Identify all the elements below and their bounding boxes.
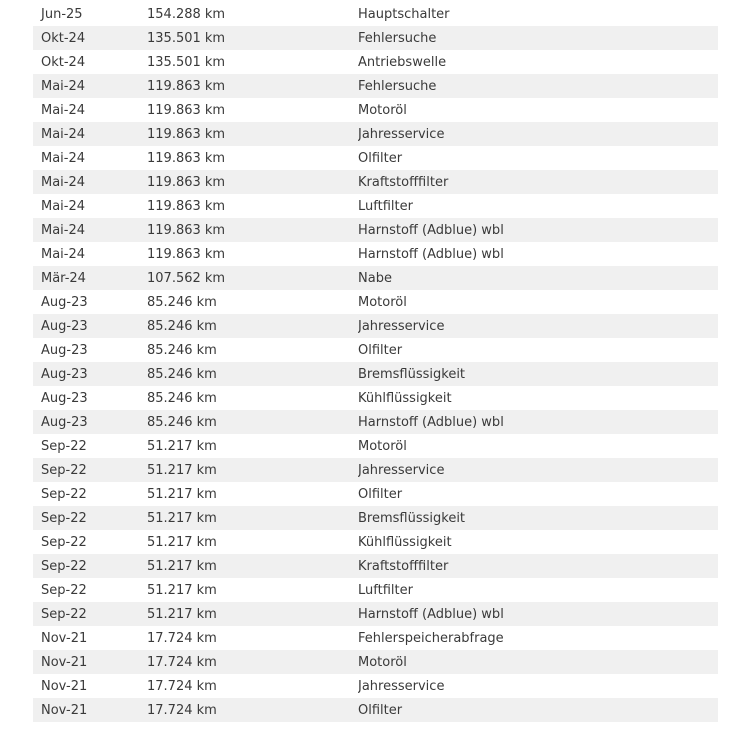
mileage-cell: 119.863 km bbox=[147, 126, 226, 142]
mileage-cell: 119.863 km bbox=[147, 198, 226, 214]
date-cell: Sep-22 bbox=[41, 558, 87, 574]
mileage-cell: 85.246 km bbox=[147, 366, 217, 382]
service-description-cell: Harnstoff (Adblue) wbl bbox=[358, 414, 504, 430]
mileage-cell: 17.724 km bbox=[147, 630, 217, 646]
mileage-cell: 51.217 km bbox=[147, 462, 217, 478]
service-history-table bbox=[33, 2, 718, 722]
table-row bbox=[33, 434, 718, 458]
service-description-cell: Motoröl bbox=[358, 438, 407, 454]
table-row bbox=[33, 506, 718, 530]
table-row bbox=[33, 578, 718, 602]
service-description-cell: Fehlersuche bbox=[358, 78, 437, 94]
service-description-cell: Harnstoff (Adblue) wbl bbox=[358, 246, 504, 262]
date-cell: Nov-21 bbox=[41, 678, 88, 694]
date-cell: Okt-24 bbox=[41, 30, 86, 46]
table-row bbox=[33, 482, 718, 506]
date-cell: Sep-22 bbox=[41, 510, 87, 526]
date-cell: Sep-22 bbox=[41, 486, 87, 502]
service-description-cell: Ölfilter bbox=[358, 150, 403, 166]
mileage-cell: 119.863 km bbox=[147, 246, 226, 262]
table-row bbox=[33, 698, 718, 722]
date-cell: Mai-24 bbox=[41, 174, 86, 190]
mileage-cell: 51.217 km bbox=[147, 486, 217, 502]
table-row bbox=[33, 194, 718, 218]
date-cell: Aug-23 bbox=[41, 294, 88, 310]
service-description-cell: Nabe bbox=[358, 270, 392, 286]
date-cell: Mai-24 bbox=[41, 102, 86, 118]
mileage-cell: 17.724 km bbox=[147, 702, 217, 718]
mileage-cell: 107.562 km bbox=[147, 270, 226, 286]
mileage-cell: 17.724 km bbox=[147, 654, 217, 670]
mileage-cell: 85.246 km bbox=[147, 342, 217, 358]
table-row bbox=[33, 74, 718, 98]
table-row bbox=[33, 170, 718, 194]
date-cell: Sep-22 bbox=[41, 534, 87, 550]
mileage-cell: 85.246 km bbox=[147, 294, 217, 310]
table-row bbox=[33, 146, 718, 170]
service-description-cell: Jahresservice bbox=[358, 462, 445, 478]
table-row bbox=[33, 314, 718, 338]
service-description-cell: Motoröl bbox=[358, 654, 407, 670]
table-row bbox=[33, 50, 718, 74]
date-cell: Nov-21 bbox=[41, 630, 88, 646]
date-cell: Mai-24 bbox=[41, 150, 86, 166]
table-row bbox=[33, 290, 718, 314]
mileage-cell: 85.246 km bbox=[147, 390, 217, 406]
mileage-cell: 51.217 km bbox=[147, 606, 217, 622]
service-description-cell: Bremsflüssigkeit bbox=[358, 366, 466, 382]
service-description-cell: Ölfilter bbox=[358, 342, 403, 358]
service-description-cell: Ölfilter bbox=[358, 702, 403, 718]
table-row bbox=[33, 338, 718, 362]
date-cell: Aug-23 bbox=[41, 318, 88, 334]
service-description-cell: Kraftstofffilter bbox=[358, 174, 449, 190]
table-row bbox=[33, 122, 718, 146]
service-description-cell: Jahresservice bbox=[358, 318, 445, 334]
service-description-cell: Ölfilter bbox=[358, 486, 403, 502]
date-cell: Aug-23 bbox=[41, 390, 88, 406]
date-cell: Aug-23 bbox=[41, 366, 88, 382]
service-description-cell: Luftfilter bbox=[358, 198, 413, 214]
table-row bbox=[33, 242, 718, 266]
service-description-cell: Motoröl bbox=[358, 102, 407, 118]
table-row bbox=[33, 410, 718, 434]
mileage-cell: 154.288 km bbox=[147, 6, 226, 22]
service-description-cell: Kühlflüssigkeit bbox=[358, 390, 452, 406]
service-description-cell: Bremsflüssigkeit bbox=[358, 510, 466, 526]
table-row bbox=[33, 218, 718, 242]
service-description-cell: Kühlflüssigkeit bbox=[358, 534, 452, 550]
service-description-cell: Harnstoff (Adblue) wbl bbox=[358, 606, 504, 622]
table-row bbox=[33, 602, 718, 626]
mileage-cell: 135.501 km bbox=[147, 54, 226, 70]
table-row bbox=[33, 26, 718, 50]
service-description-cell: Antriebswelle bbox=[358, 54, 447, 70]
mileage-cell: 51.217 km bbox=[147, 582, 217, 598]
service-description-cell: Fehlersuche bbox=[358, 30, 437, 46]
date-cell: Sep-22 bbox=[41, 582, 87, 598]
service-description-cell: Fehlerspeicherabfrage bbox=[358, 630, 504, 646]
table-row bbox=[33, 362, 718, 386]
service-description-cell: Kraftstofffilter bbox=[358, 558, 449, 574]
table-row bbox=[33, 626, 718, 650]
date-cell: Aug-23 bbox=[41, 414, 88, 430]
mileage-cell: 51.217 km bbox=[147, 558, 217, 574]
date-cell: Okt-24 bbox=[41, 54, 86, 70]
table-row bbox=[33, 554, 718, 578]
date-cell: Sep-22 bbox=[41, 438, 87, 454]
service-description-cell: Jahresservice bbox=[358, 126, 445, 142]
mileage-cell: 85.246 km bbox=[147, 414, 217, 430]
service-description-cell: Hauptschalter bbox=[358, 6, 450, 22]
date-cell: Sep-22 bbox=[41, 606, 87, 622]
table-row bbox=[33, 2, 718, 26]
service-description-cell: Jahresservice bbox=[358, 678, 445, 694]
table-row bbox=[33, 650, 718, 674]
mileage-cell: 51.217 km bbox=[147, 510, 217, 526]
mileage-cell: 135.501 km bbox=[147, 30, 226, 46]
service-description-cell: Harnstoff (Adblue) wbl bbox=[358, 222, 504, 238]
table-row bbox=[33, 98, 718, 122]
service-description-cell: Luftfilter bbox=[358, 582, 413, 598]
date-cell: Jun-25 bbox=[41, 6, 83, 22]
date-cell: Mai-24 bbox=[41, 78, 86, 94]
date-cell: Mai-24 bbox=[41, 222, 86, 238]
mileage-cell: 119.863 km bbox=[147, 150, 226, 166]
date-cell: Sep-22 bbox=[41, 462, 87, 478]
mileage-cell: 119.863 km bbox=[147, 222, 226, 238]
date-cell: Mär-24 bbox=[41, 270, 86, 286]
mileage-cell: 119.863 km bbox=[147, 102, 226, 118]
mileage-cell: 119.863 km bbox=[147, 174, 226, 190]
date-cell: Mai-24 bbox=[41, 198, 86, 214]
date-cell: Nov-21 bbox=[41, 654, 88, 670]
table-row bbox=[33, 458, 718, 482]
service-description-cell: Motoröl bbox=[358, 294, 407, 310]
mileage-cell: 51.217 km bbox=[147, 534, 217, 550]
date-cell: Mai-24 bbox=[41, 246, 86, 262]
date-cell: Aug-23 bbox=[41, 342, 88, 358]
mileage-cell: 51.217 km bbox=[147, 438, 217, 454]
mileage-cell: 119.863 km bbox=[147, 78, 226, 94]
mileage-cell: 85.246 km bbox=[147, 318, 217, 334]
mileage-cell: 17.724 km bbox=[147, 678, 217, 694]
table-row bbox=[33, 266, 718, 290]
table-row bbox=[33, 386, 718, 410]
table-row bbox=[33, 530, 718, 554]
table-row bbox=[33, 674, 718, 698]
date-cell: Nov-21 bbox=[41, 702, 88, 718]
date-cell: Mai-24 bbox=[41, 126, 86, 142]
